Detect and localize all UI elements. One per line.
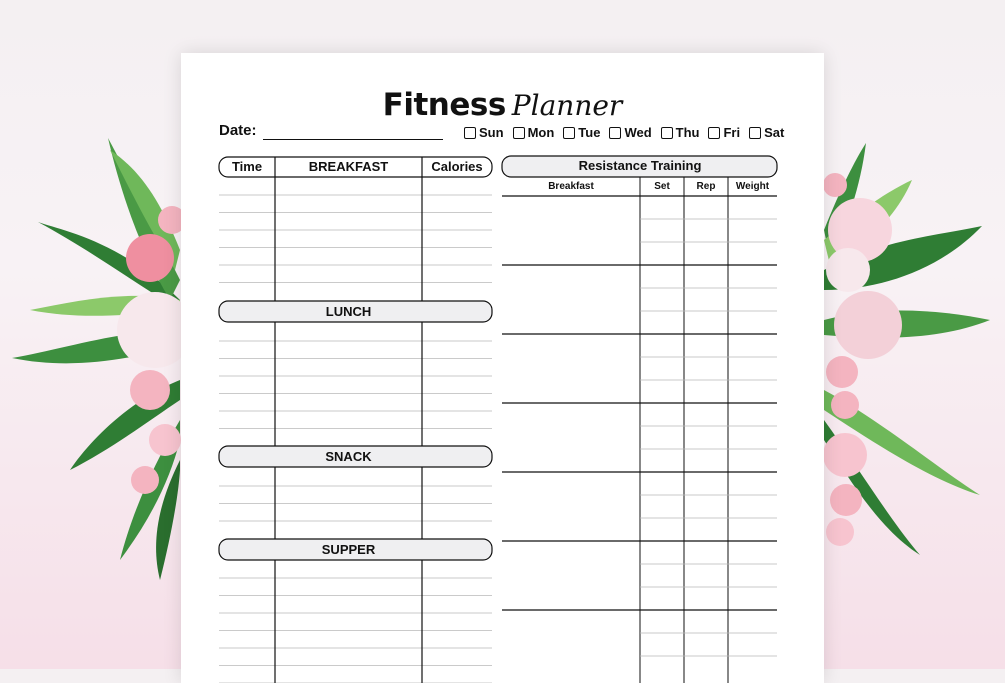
right-bouquet: [823, 143, 990, 555]
lunch-header: LUNCH: [325, 304, 372, 319]
day-label: Mon: [527, 125, 555, 140]
title-script: Planner: [511, 89, 623, 122]
col-exercise-header: Breakfast: [548, 181, 594, 192]
day-label: Sun: [479, 125, 504, 140]
col-calories-header: Calories: [431, 159, 483, 174]
col-set-header: Set: [654, 181, 670, 192]
date-label: Date:: [219, 122, 257, 139]
day-label: Sat: [764, 125, 785, 140]
col-weight-header: Weight: [735, 181, 770, 192]
day-label: Thu: [675, 125, 700, 140]
title-main: Fitness: [382, 87, 506, 123]
day-label: Fri: [723, 125, 741, 140]
planner-grid: [181, 53, 824, 683]
col-time-header: Time: [231, 159, 263, 174]
day-label: Tue: [578, 125, 601, 140]
snack-header: SNACK: [325, 449, 372, 464]
day-label: Wed: [624, 125, 652, 140]
supper-header: SUPPER: [321, 542, 376, 557]
breakfast-header: BREAKFAST: [308, 159, 389, 174]
left-bouquet: [12, 138, 193, 580]
resistance-header: Resistance Training: [578, 158, 702, 173]
planner-page: [181, 53, 824, 683]
col-rep-header: Rep: [696, 181, 716, 192]
